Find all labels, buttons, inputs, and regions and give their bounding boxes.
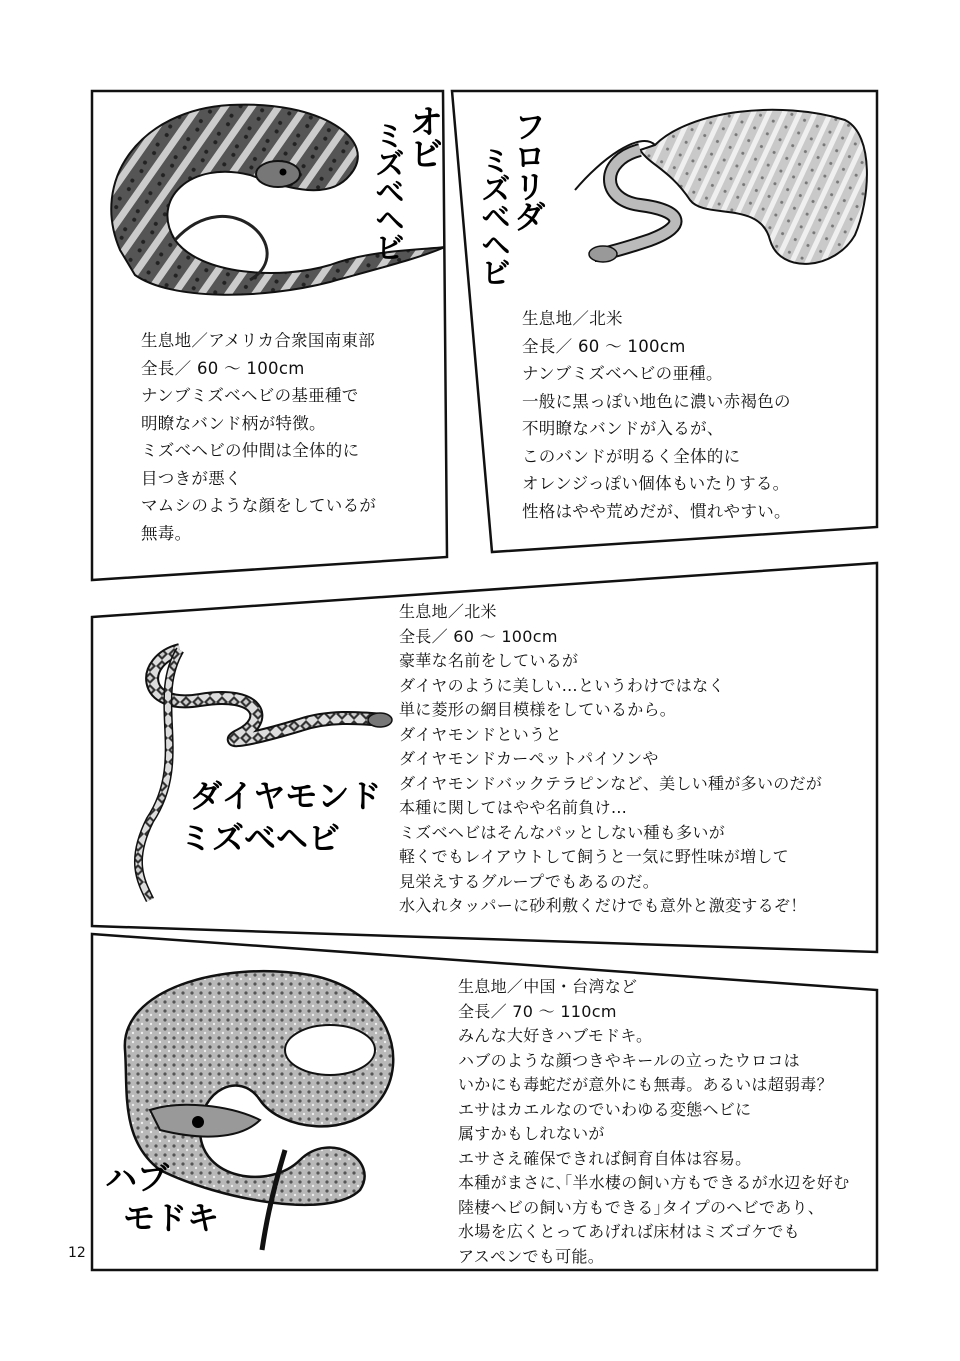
title-line: ミズベヘビ <box>180 819 341 857</box>
text-line: 生息地／アメリカ合衆国南東部 <box>141 331 376 350</box>
text-line: このバンドが明るく全体的に <box>522 446 741 466</box>
text-line: エサはカエルなのでいわゆる変態ヘビに <box>458 1099 752 1119</box>
text-line: 水入れタッパーに砂利敷くだけでも意外と激変するぞ！ <box>399 896 807 915</box>
text-line: 目つきが悪く <box>141 468 242 488</box>
text-line: ダイヤのように美しい…というわけではなく <box>399 675 725 695</box>
text-line: 生息地／北米 <box>522 309 623 328</box>
title-line: ハブ <box>105 1159 170 1197</box>
text-line: 全長／ 70 〜 110cm <box>458 1001 617 1021</box>
text-line: 無毒。 <box>141 523 192 543</box>
panel-3-description <box>399 600 822 919</box>
title-line: モドキ <box>123 1199 220 1237</box>
text-line: ダイヤモンドというと <box>399 724 562 744</box>
text-line: 水場を広くとってあげれば床材はミズゴケでも <box>458 1222 800 1241</box>
text-line: 陸棲ヘビの飼い方もできる｣タイプのヘビであり、 <box>458 1197 825 1217</box>
panel-4-title <box>105 1160 219 1236</box>
panel-3-title <box>180 777 382 857</box>
text-line: 全長／ 60 〜 100cm <box>399 626 558 646</box>
text-line: ミズベヘビはそんなパッとしない種も多いが <box>399 822 726 842</box>
text-line: 一般に黒っぽい地色に濃い赤褐色の <box>522 391 791 411</box>
text-line: アスペンでも可能。 <box>458 1246 605 1266</box>
text-line: 単に菱形の網目模様をしているから。 <box>399 700 677 719</box>
text-line: ナンブミズベヘビの亜種。 <box>522 364 723 383</box>
panel-1-description <box>141 327 376 547</box>
text-line: ダイヤモンドバックテラピンなど、美しい種が多いのだが <box>399 773 823 793</box>
text-line: 属すかもしれないが <box>458 1124 605 1143</box>
panel-2-title <box>510 110 546 230</box>
text-line: 性格はやや荒めだが、慣れやすい。 <box>522 501 791 521</box>
title-line: ミズベヘビ <box>475 145 510 285</box>
panel-4-description <box>458 975 850 1269</box>
page-number: 12 <box>68 1245 86 1261</box>
text-line: 本種に関してはやや名前負け… <box>399 798 628 817</box>
text-line: みんな大好きハブモドキ。 <box>458 1026 653 1045</box>
text-line: オレンジっぽい個体もいたりする。 <box>522 474 790 493</box>
text-line: 全長／ 60 〜 100cm <box>522 336 686 356</box>
panel-1-title <box>405 104 441 168</box>
text-line: 軽くでもレイアウトして飼うと一気に野性味が増して <box>399 847 789 866</box>
panel-2-title-2 <box>474 145 510 285</box>
panel-2-description <box>522 305 791 525</box>
text-line: ミズベヘビの仲間は全体的に <box>141 441 360 460</box>
title-line: フロリダ <box>509 110 547 230</box>
text-line: 見栄えするグループでもあるのだ。 <box>399 871 660 891</box>
text-line: いかにも毒蛇だが意外にも無毒。あるいは超弱毒？ <box>458 1075 833 1094</box>
text-line: ナンブミズベヘビの基亜種で <box>141 386 359 405</box>
text-line: 生息地／北米 <box>399 602 497 621</box>
text-line: エサさえ確保できれば飼育自体は容易。 <box>458 1148 752 1168</box>
text-line: 明瞭なバンド柄が特徴。 <box>141 413 326 433</box>
text-line: 全長／ 60 〜 100cm <box>141 358 305 378</box>
text-line: 豪華な名前をしているが <box>399 651 579 670</box>
text-line: 生息地／中国・台湾など <box>458 977 638 996</box>
title-line: ミズベヘビ <box>369 120 404 260</box>
panel-1-title-2 <box>368 120 404 260</box>
text-line: 不明瞭なバンドが入るが、 <box>522 419 724 438</box>
text-line: ダイヤモンドカーペットパイソンや <box>399 749 659 768</box>
text-line: マムシのような顔をしているが <box>141 496 377 515</box>
text-line: 本種がまさに､｢半水棲の飼い方もできるが水辺を好む <box>458 1173 850 1192</box>
text-line: ハブのような顔つきやキールの立ったウロコは <box>458 1050 800 1070</box>
title-line: ダイヤモンド <box>190 777 382 815</box>
title-line: オビ <box>403 104 443 168</box>
